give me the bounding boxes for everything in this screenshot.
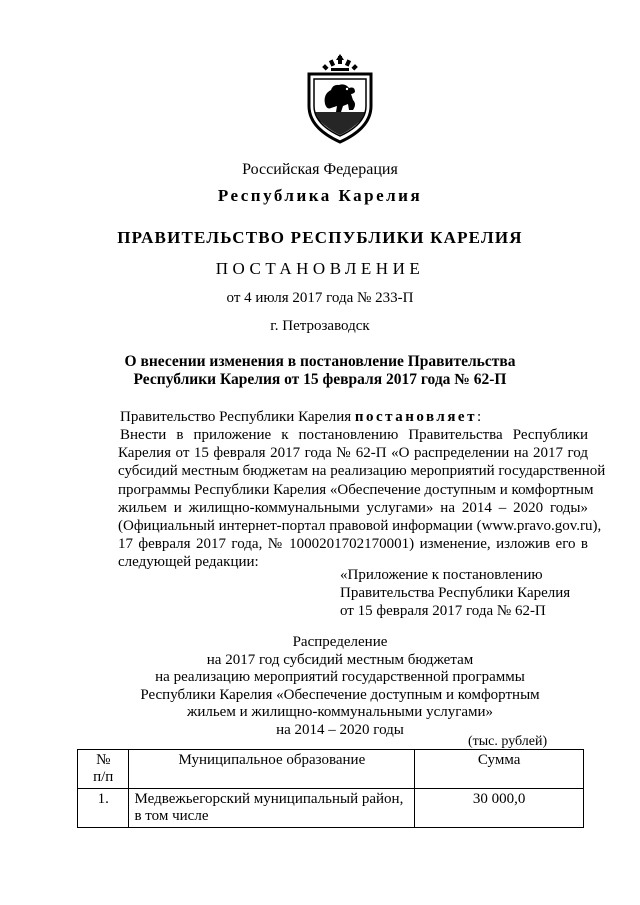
appendix-line-1: «Приложение к постановлению [340,567,543,583]
distribution-title [120,634,560,739]
decree-intro [120,408,481,426]
subsidy-table [77,749,584,828]
header-number-line-2: п/п [93,769,114,785]
body-line: субсидий местным бюджетам на реализацию мероприятий государственной [118,463,606,480]
appendix-line-3: от 15 февраля 2017 года № 62-П [340,603,546,619]
distribution-line-2: на 2017 год субсидий местным бюджетам [206,651,474,668]
body-line: Внести в приложение к постановлению Правительства Республики [120,427,588,443]
document-city: г. Петрозаводск [270,318,370,334]
karelia-coat-of-arms-icon [303,54,377,144]
intro-decree-word: постановляет [354,409,477,425]
table-header-row [78,750,584,789]
distribution-line-5: жильем и жилищно-коммунальными услугами» [186,704,494,720]
distribution-line-3: на реализацию мероприятий государственной программы [155,669,525,685]
cell-number: 1. [78,789,129,828]
municipality-line-2: в том числе [134,808,209,824]
document-subject [0,353,640,389]
header-sum: Сумма [415,750,584,789]
republic-name: Республика Карелия [217,186,423,205]
header-municipality: Муниципальное образование [129,750,415,789]
intro-suffix: : [476,409,482,425]
distribution-line-6: на 2014 – 2020 годы [276,721,404,738]
subject-line-1: О внесении изменения в постановление Правительства [124,353,516,370]
municipality-line-1: Медвежьегорский муниципальный район, [134,791,404,807]
subject-line-2: Республики Карелия от 15 февраля 2017 года № 62-П [133,371,507,388]
distribution-line-4: Республики Карелия «Обеспечение доступным и комфортным [140,686,540,703]
cell-sum: 30 000,0 [415,789,584,828]
intro-prefix: Правительство Республики Карелия [120,409,355,425]
body-line: (Официальный интернет-портал правовой информации (www.pravo.gov.ru), [118,518,602,535]
cell-municipality [129,789,415,828]
document-date: от 4 июля 2017 года № 233-П [226,290,414,306]
body-line: следующей редакции: [118,554,259,571]
appendix-reference [340,566,570,620]
document-type: ПОСТАНОВЛЕНИЕ [215,259,425,278]
country-name: Российская Федерация [242,161,398,178]
header-number [78,750,129,789]
government-title: ПРАВИТЕЛЬСТВО РЕСПУБЛИКИ КАРЕЛИЯ [117,228,523,247]
body-line: 17 февраля 2017 года, № 1000201702170001) изменение, изложив его в [118,536,588,553]
appendix-line-2: Правительства Республики Карелия [340,585,571,601]
distribution-line-1: Распределение [292,634,388,650]
decree-body [118,426,606,572]
body-line: программы Республики Карелия «Обеспечение доступным и комфортным [118,481,594,498]
units-label: (тыс. рублей) [468,734,548,749]
table-row [78,789,584,828]
body-line: жильем и жилищно-коммунальными услугами» на 2014 – 2020 годы» [118,499,588,516]
header-number-line-1: № [96,752,111,768]
body-line: Карелия от 15 февраля 2017 года № 62-П «О распределении на 2017 год [118,445,588,462]
